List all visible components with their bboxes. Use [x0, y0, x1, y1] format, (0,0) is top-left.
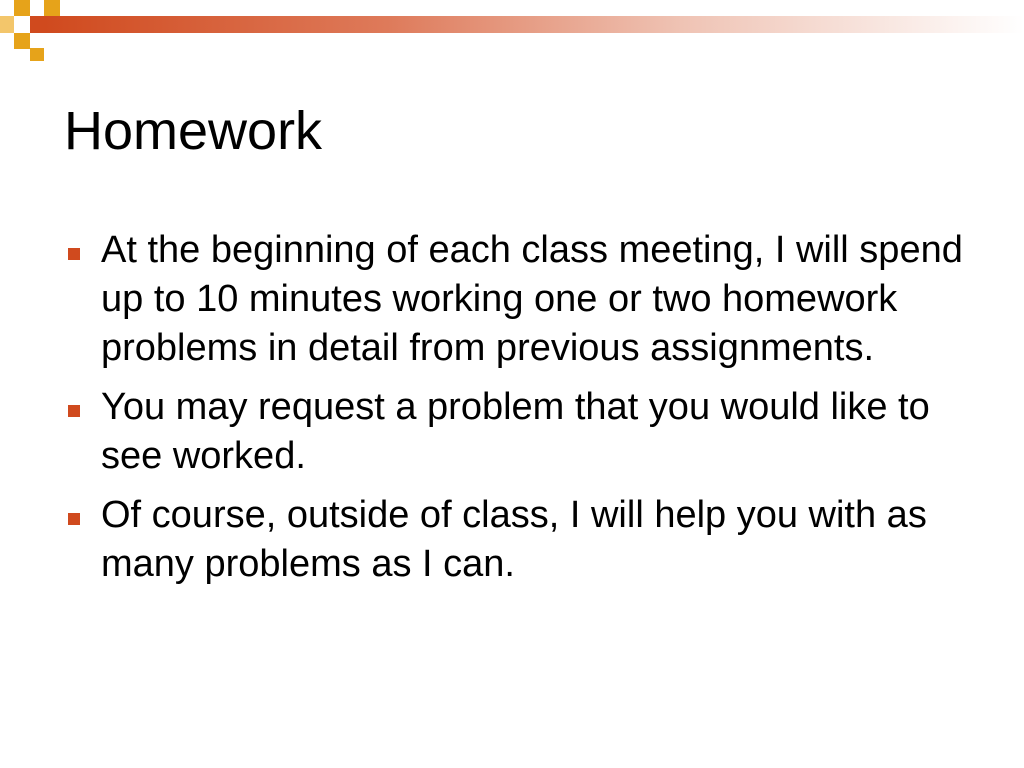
bullet-text: At the beginning of each class meeting, I will spend up to 10 minutes working one or two homework problems in detail from previous assignments.	[101, 229, 963, 369]
bullet-item	[64, 226, 984, 373]
decorative-square	[30, 16, 44, 33]
decorative-square	[0, 16, 14, 33]
decorative-square	[30, 48, 44, 61]
bullet-text: You may request a problem that you would like to see worked.	[101, 386, 930, 477]
bullet-item	[64, 491, 984, 589]
decorative-square	[44, 0, 60, 16]
decorative-square	[14, 0, 30, 16]
bullet-item	[64, 383, 984, 481]
bullet-text: Of course, outside of class, I will help you with as many problems as I can.	[101, 494, 927, 585]
decorative-square	[14, 33, 30, 49]
square-bullet-icon	[68, 513, 80, 525]
gradient-bar	[44, 16, 1024, 33]
square-bullet-icon	[68, 405, 80, 417]
header-decoration	[0, 0, 1024, 64]
slide-title: Homework	[64, 101, 323, 161]
square-bullet-icon	[68, 248, 80, 260]
bullet-list	[64, 226, 984, 599]
